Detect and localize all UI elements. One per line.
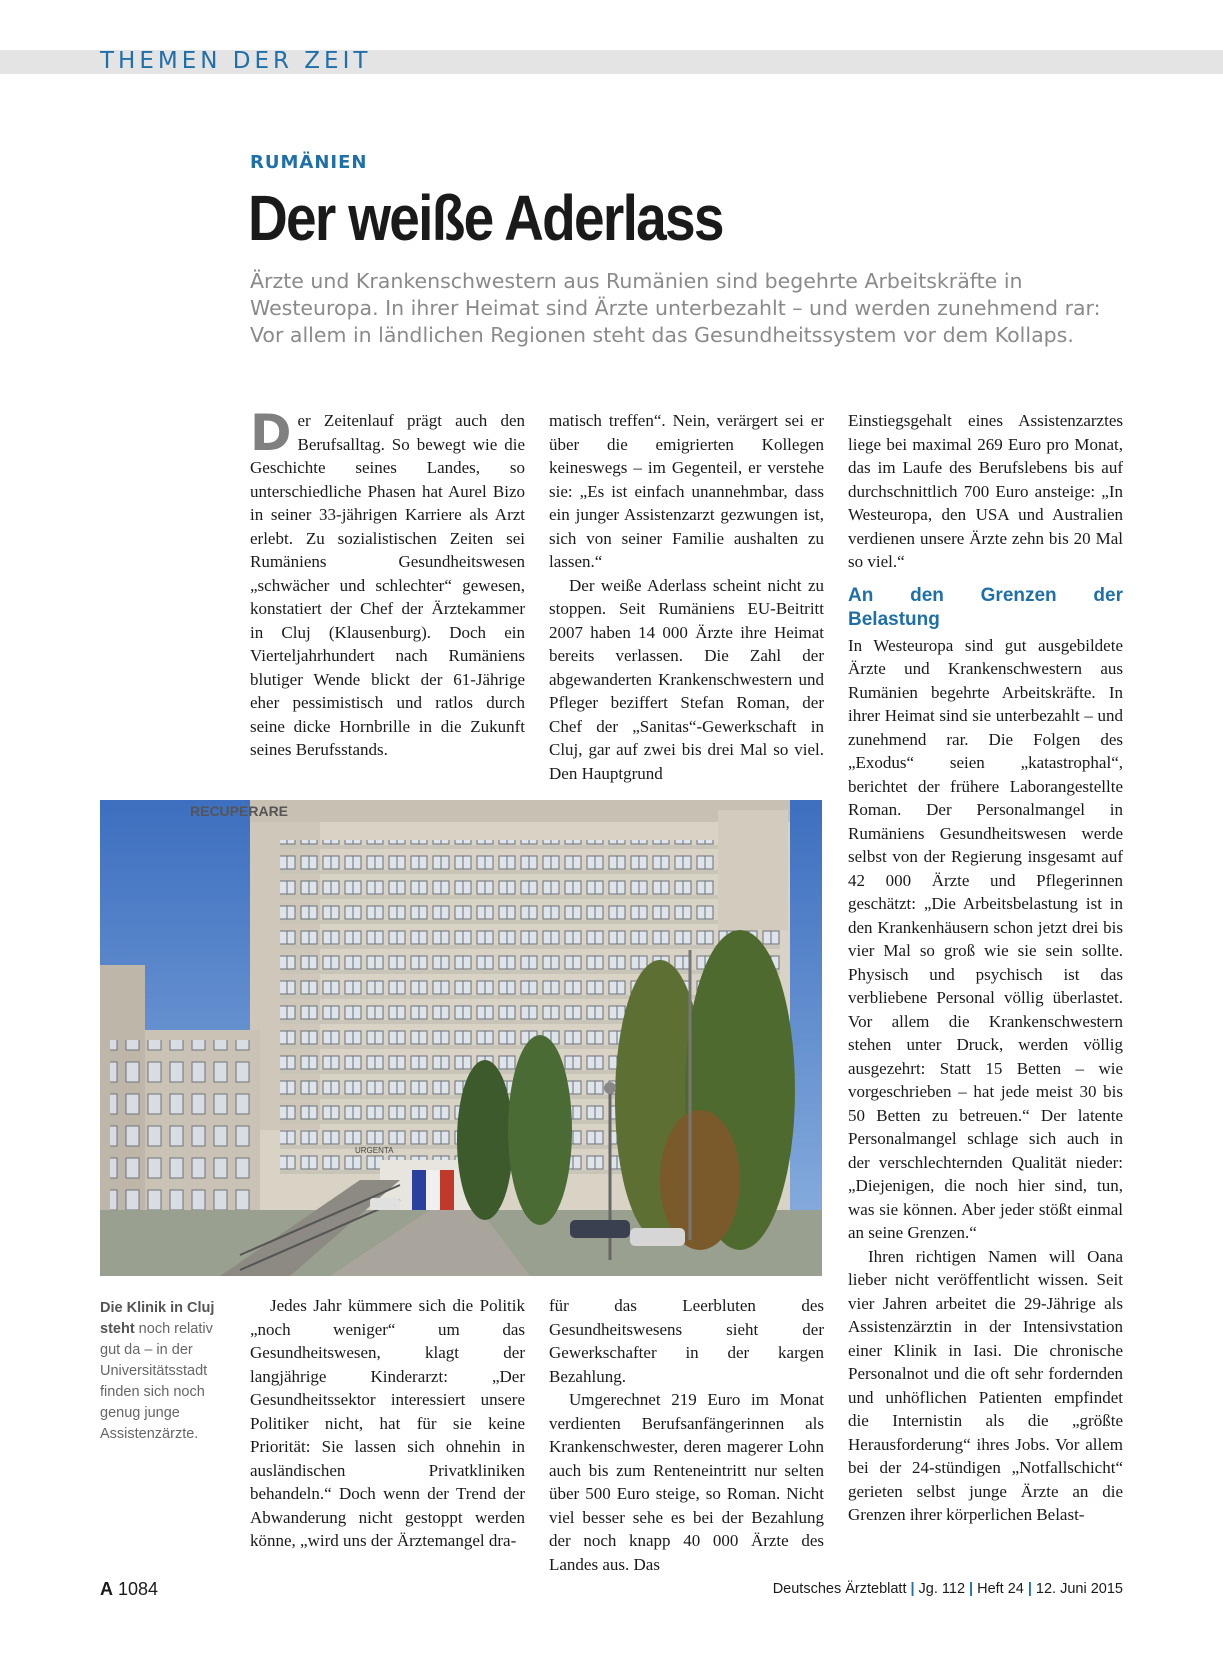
paragraph: Ihren richtigen Namen will Oana lieber nicht veröffentlicht wissen. Seit vier Jahren arbeitet die 29-Jährige als Assistenzärztin in der Intensivstation einer Klinik in Iasi. Die chronische Personalnot und die oft sehr fordernden und unhöflichen Patienten empfindet die Internistin als die „größte Herausforderung“ ihres Jobs. Vor allem bei der 24-stündigen „Notfallschicht“ gerieten selbst junge Ärzte an die Grenzen ihrer körperlichen Belast-: [848, 1246, 1123, 1524]
paragraph: für das Leerbluten des Gesundheitswesens sieht der Gewerkschafter in der kargen Bezahlung.: [549, 1296, 824, 1386]
caption-text: noch relativ gut da – in der Universitätsstadt finden sich noch genug junge Assistenzärzte.: [100, 1321, 213, 1442]
article-lead: Ärzte und Krankenschwestern aus Rumänien sind begehrte Arbeitskräfte in Westeuropa. In ihrer Heimat sind Ärzte unterbezahlt – und werden zunehmend rar: Vor allem in ländlichen Regionen steht das Gesundheitssystem vor dem Kollaps.: [250, 269, 1101, 347]
paragraph: Einstiegsgehalt eines Assistenzarztes liege bei maximal 269 Euro pro Monat, das im Laufe des Berufslebens bis auf durchschnittlich 700 Euro ansteige: „In Westeuropa, den USA und Australien verdienen unsere Ärzte zehn bis 20 Mal so viel.“: [848, 411, 1123, 571]
text-column-2: [549, 409, 824, 785]
text-column-3: [848, 409, 1123, 1527]
paragraph: matisch treffen“. Nein, verärgert sei er über die emigrierten Kollegen keineswegs – im Gegenteil, er verstehe sie: „Es ist einfach unannehmbar, dass ein junger Assistenzarzt gezwungen ist, sich von seiner Familie aushalten zu lassen.“: [549, 411, 824, 571]
page-number: [100, 1579, 158, 1600]
photo-entrance-sign: URGENTA: [355, 1146, 394, 1155]
page-prefix: A: [100, 1579, 113, 1599]
page-number-value: 1084: [118, 1579, 159, 1599]
journal-volume: Jg. 112: [918, 1581, 966, 1597]
text-column-1: [250, 404, 525, 762]
paragraph: Umgerechnet 219 Euro im Monat verdienten Berufsanfängerinnen als Krankenschwester, deren magerer Lohn auch bis zum Renteneintritt nur selten über 500 Euro steige, so Roman. Nicht viel besser sehe es bei der Bezahlung der noch knapp 40 000 Ärzte des Landes aus. Das: [549, 1390, 824, 1574]
drop-cap: D: [250, 404, 292, 462]
paragraph: Der weiße Aderlass scheint nicht zu stoppen. Seit Rumäniens EU-Beitritt 2007 haben 14 000 Ärzte ihre Heimat bereits verlassen. Die Zahl der abgewanderten Krankenschwestern und Pfleger beziffert Stefan Roman, der Chef der „Sanitas“-Gewerkschaft in Cluj, gar auf zwei bis drei Mal so viel. Den Hauptgrund: [549, 575, 824, 783]
text-column-4: [250, 1294, 525, 1553]
journal-issue: Heft 24: [977, 1581, 1024, 1597]
caption-bold: Die Klinik in Cluj steht: [100, 1300, 215, 1337]
article-kicker: RUMÄNIEN: [250, 152, 368, 173]
article-headline: Der weiße Aderlass: [248, 182, 723, 254]
photo-sign-text: RECUPERARE: [190, 803, 289, 819]
section-label: THEMEN DER ZEIT: [100, 48, 372, 74]
photo-caption: [100, 1298, 225, 1445]
hospital-photo: [100, 800, 822, 1276]
journal-date: 12. Juni 2015: [1035, 1581, 1123, 1597]
journal-name: Deutsches Ärzteblatt: [772, 1581, 907, 1597]
paragraph: Jedes Jahr kümmere sich die Politik „noch weniger“ um das Gesundheitswesen, klagt der langjährige Kinderarzt: „Der Gesundheitssektor interessiert unsere Politiker nicht, hat für sie keine Priorität: Sie lassen sich ohnehin in ausländischen Privatkliniken behandeln.“ Doch wenn der Trend der Abwanderung nicht gestoppt werden könne, „wird uns der Ärztemangel dra-: [250, 1296, 525, 1550]
paragraph: er Zeitenlauf prägt auch den Berufsalltag. So bewegt wie die Geschichte seines Landes, so unterschiedliche Phasen hat Aurel Bizo in seiner 33-jährigen Karriere als Arzt erlebt. Zu sozialistischen Zeiten sei Rumäniens Gesundheitswesen „schwächer und schlechter“ gewesen, konstatiert der Chef der Ärztekammer in Cluj (Klausenburg). Doch ein Vierteljahrhundert nach Rumäniens blutiger Wende blickt der 61-Jährige eher pessimistisch und ratlos durch seine dicke Hornbrille in die Zukunft seines Berufsstands.: [250, 411, 525, 759]
text-column-5: [549, 1294, 824, 1576]
subheading: An den Grenzen der Belastung: [848, 584, 1123, 630]
journal-footer: Deutsches Ärzteblatt | Jg. 112 | Heft 24 | 12. Juni 2015: [772, 1581, 1123, 1597]
paragraph: In Westeuropa sind gut ausgebildete Ärzte und Krankenschwestern aus Rumänien begehrte Arbeitskräfte. In ihrer Heimat sind sie unterbezahlt – und zunehmend rar. Die Folgen des „Exodus“ seien „katastrophal“, berichtet der frühere Laborangestellte Roman. Der Personalmangel in Rumäniens Gesundheitswesen werde selbst von der Regierung insgesamt auf 42 000 Ärzte und Pflegerinnen geschätzt: „Die Arbeitsbelastung ist in den Krankenhäusern schon jetzt drei bis vier Mal so groß wie sie sein sollte. Physisch und psychisch ist das verbliebene Personal völlig überlastet. Vor allem die Krankenschwestern stehen unter Druck, werden völlig ausgezehrt: Statt 15 Betten – wie vorgeschrieben – hat jede meist 30 bis 50 Betten zu betreuen.“ Der latente Personalmangel schlage sich auch in der verschlechternden Qualität nieder: „Diejenigen, die noch hier sind, tun, was sie können. Aber jeder stößt einmal an seine Grenzen.“: [848, 635, 1123, 1242]
